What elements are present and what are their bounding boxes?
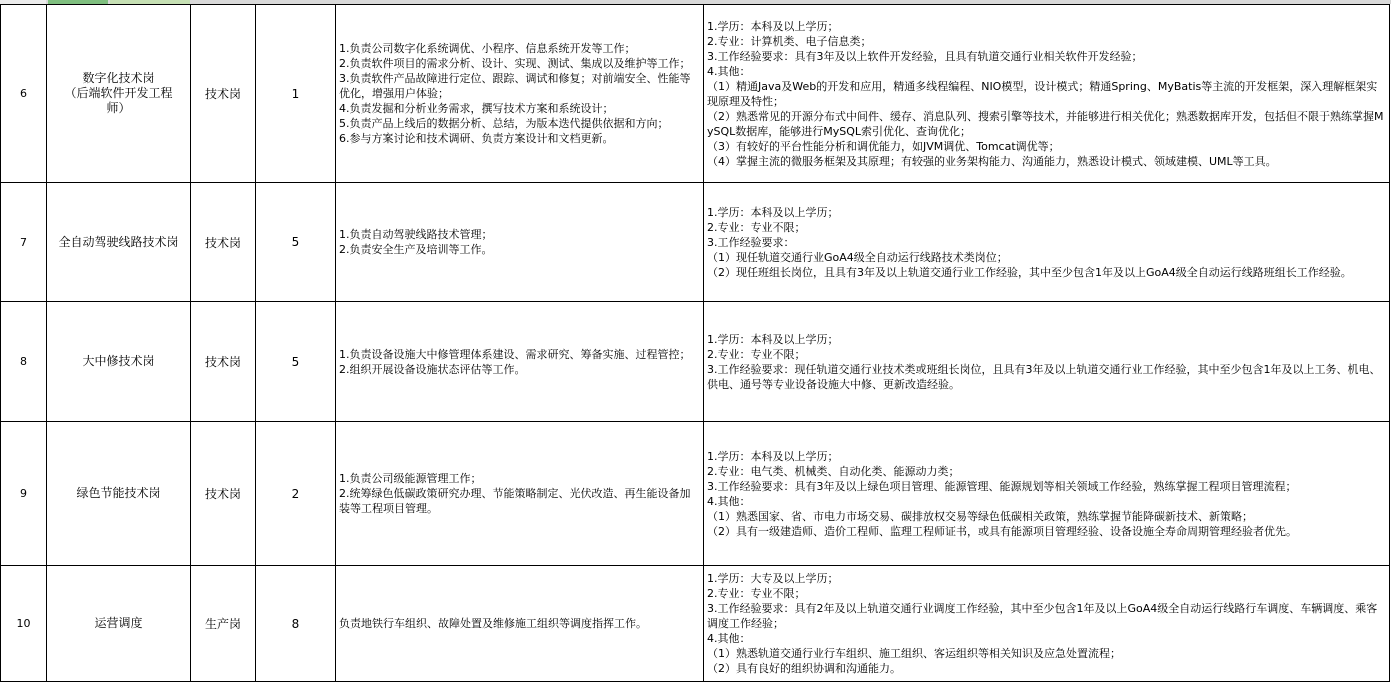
headcount: 8 [256, 566, 336, 682]
duty-item: 1.负责公司级能源管理工作； [339, 472, 482, 485]
requirement-item: 2.专业：计算机类、电子信息类； [707, 34, 872, 48]
requirement-item: 1.学历：本科及以上学历； [707, 19, 839, 33]
job-table [0, 4, 1390, 682]
position-name [47, 302, 191, 422]
job-duties [336, 5, 704, 183]
requirement-item: 1.学历：本科及以上学历； [707, 449, 839, 463]
requirement-item: （2）熟悉常见的开源分布式中间件、缓存、消息队列、搜索引擎等技术，并能够进行相关优化；熟悉数据库开发，包括但不限于熟练掌握MySQL数据库，能够进行MySQL索引优化、查询优化； [707, 109, 1384, 138]
duty-item: 2.负责安全生产及培训等工作。 [339, 243, 493, 256]
duty-item: 2.统筹绿色低碳政策研究办理、节能策略制定、光伏改造、再生能设备加装等工程项目管理。 [339, 487, 691, 515]
requirement-item: 1.学历：本科及以上学历； [707, 205, 839, 219]
position-category: 技术岗 [191, 422, 256, 566]
requirement-item: 4.其他： [707, 632, 751, 645]
job-requirements [704, 183, 1390, 302]
headcount: 5 [256, 302, 336, 422]
job-requirements [704, 302, 1390, 422]
requirement-item: 4.其他： [707, 494, 751, 508]
position-name-line: 数字化技术岗 [82, 71, 155, 85]
duty-item: 2.组织开展设备设施状态评估等工作。 [339, 362, 526, 376]
headcount: 5 [256, 183, 336, 302]
requirement-item: （1）熟悉国家、省、市电力市场交易、碳排放权交易等绿色低碳相关政策，熟练掌握节能降碳新技术、新策略； [707, 509, 1253, 523]
position-name-line: 绿色节能技术岗 [76, 486, 161, 500]
requirement-item: （1）现任轨道交通行业GoA4级全自动运行线路技术类岗位； [707, 250, 1008, 264]
requirement-item: 2.专业：电气类、机械类、自动化类、能源动力类； [707, 464, 960, 478]
requirement-item: 2.专业：专业不限； [707, 220, 806, 234]
position-name [47, 422, 191, 566]
requirement-item: （2）现任班组长岗位，且具有3年及以上轨道交通行业工作经验，其中至少包含1年及以上GoA4级全自动运行线路班组长工作经验。 [707, 265, 1352, 279]
row-number: 8 [1, 302, 47, 422]
requirement-item: 3.工作经验要求：具有3年及以上绿色项目管理、能源管理、能源规划等相关领域工作经验，熟练掌握工程项目管理流程； [707, 479, 1297, 493]
position-name-line: 大中修技术岗 [82, 354, 155, 368]
duty-item: 1.负责自动驾驶线路技术管理； [339, 228, 493, 241]
row-number: 7 [1, 183, 47, 302]
requirement-item: （1）精通Java及Web的开发和应用，精通多线程编程、NIO模型，设计模式；精通Spring、MyBatis等主流的开发框架，深入理解框架实现原理及特性； [707, 79, 1378, 108]
table-row [1, 566, 1390, 682]
row-number: 9 [1, 422, 47, 566]
requirement-item: 4.其他： [707, 64, 751, 78]
duty-item: 3.负责软件产品故障进行定位、跟踪、调试和修复；对前端安全、性能等优化，增强用户体验； [339, 72, 691, 100]
job-requirements [704, 422, 1390, 566]
requirement-item: 3.工作经验要求：具有3年及以上软件开发经验，且具有轨道交通行业相关软件开发经验； [707, 49, 1143, 63]
job-duties [336, 422, 704, 566]
duty-item: 1.负责设备设施大中修管理体系建设、需求研究、筹备实施、过程管控； [339, 347, 691, 361]
requirement-item: （4）掌握主流的微服务框架及其原理；有较强的业务架构能力、沟通能力，熟悉设计模式、领域建模、UML等工具。 [707, 154, 1277, 168]
table-row [1, 422, 1390, 566]
job-requirements [704, 566, 1390, 682]
position-name [47, 5, 191, 183]
job-duties [336, 302, 704, 422]
position-name [47, 183, 191, 302]
requirement-item: 3.工作经验要求： [707, 235, 795, 249]
job-duties [336, 566, 704, 682]
row-number: 10 [1, 566, 47, 682]
table-row [1, 5, 1390, 183]
duty-item: 负责地铁行车组织、故障处置及维修施工组织等调度指挥工作。 [339, 617, 647, 630]
requirement-item: 2.专业：专业不限； [707, 587, 806, 600]
duty-item: 1.负责公司数字化系统调优、小程序、信息系统开发等工作； [339, 42, 636, 55]
row-number: 6 [1, 5, 47, 183]
position-category: 生产岗 [191, 566, 256, 682]
duty-item: 5.负责产品上线后的数据分析、总结，为版本迭代提供依据和方向； [339, 117, 669, 130]
headcount: 2 [256, 422, 336, 566]
requirement-item: （3）有较好的平台性能分析和调优能力，如JVM调优、Tomcat调优等； [707, 139, 1060, 153]
position-name [47, 566, 191, 682]
position-name-line: （后端软件开发工程 [64, 86, 173, 100]
position-category: 技术岗 [191, 5, 256, 183]
requirement-item: 1.学历：本科及以上学历； [707, 332, 839, 346]
duty-item: 4.负责发掘和分析业务需求，撰写技术方案和系统设计； [339, 102, 614, 115]
job-requirements [704, 5, 1390, 183]
table-row [1, 183, 1390, 302]
headcount: 1 [256, 5, 336, 183]
requirement-item: 1.学历：大专及以上学历； [707, 572, 839, 585]
requirement-item: 3.工作经验要求：具有2年及以上轨道交通行业调度工作经验，其中至少包含1年及以上GoA4级全自动运行线路行车调度、车辆调度、乘客调度工作经验； [707, 602, 1378, 630]
position-category: 技术岗 [191, 302, 256, 422]
position-name-line: 全自动驾驶线路技术岗 [58, 234, 179, 249]
position-category: 技术岗 [191, 183, 256, 302]
duty-item: 2.负责软件项目的需求分析、设计、实现、测试、集成以及维护等工作； [339, 57, 691, 70]
position-name-line: 运营调度 [94, 616, 143, 630]
requirement-item: （2）具有一级建造师、造价工程师、监理工程师证书，或具有能源项目管理经验、设备设施全寿命周期管理经验者优先。 [707, 524, 1297, 538]
duty-item: 6.参与方案讨论和技术调研、负责方案设计和文档更新。 [339, 132, 614, 145]
job-duties [336, 183, 704, 302]
requirement-item: 2.专业：专业不限； [707, 347, 806, 361]
position-name-line: 师） [106, 101, 131, 115]
requirement-item: （1）熟悉轨道交通行业行车组织、施工组织、客运组织等相关知识及应急处置流程； [707, 647, 1121, 660]
requirement-item: （2）具有良好的组织协调和沟通能力。 [707, 662, 901, 675]
requirement-item: 3.工作经验要求：现任轨道交通行业技术类或班组长岗位，且具有3年及以上轨道交通行业工作经验，其中至少包含1年及以上工务、机电、供电、通号等专业设备设施大中修、更新改造经验。 [707, 362, 1381, 391]
table-row [1, 302, 1390, 422]
